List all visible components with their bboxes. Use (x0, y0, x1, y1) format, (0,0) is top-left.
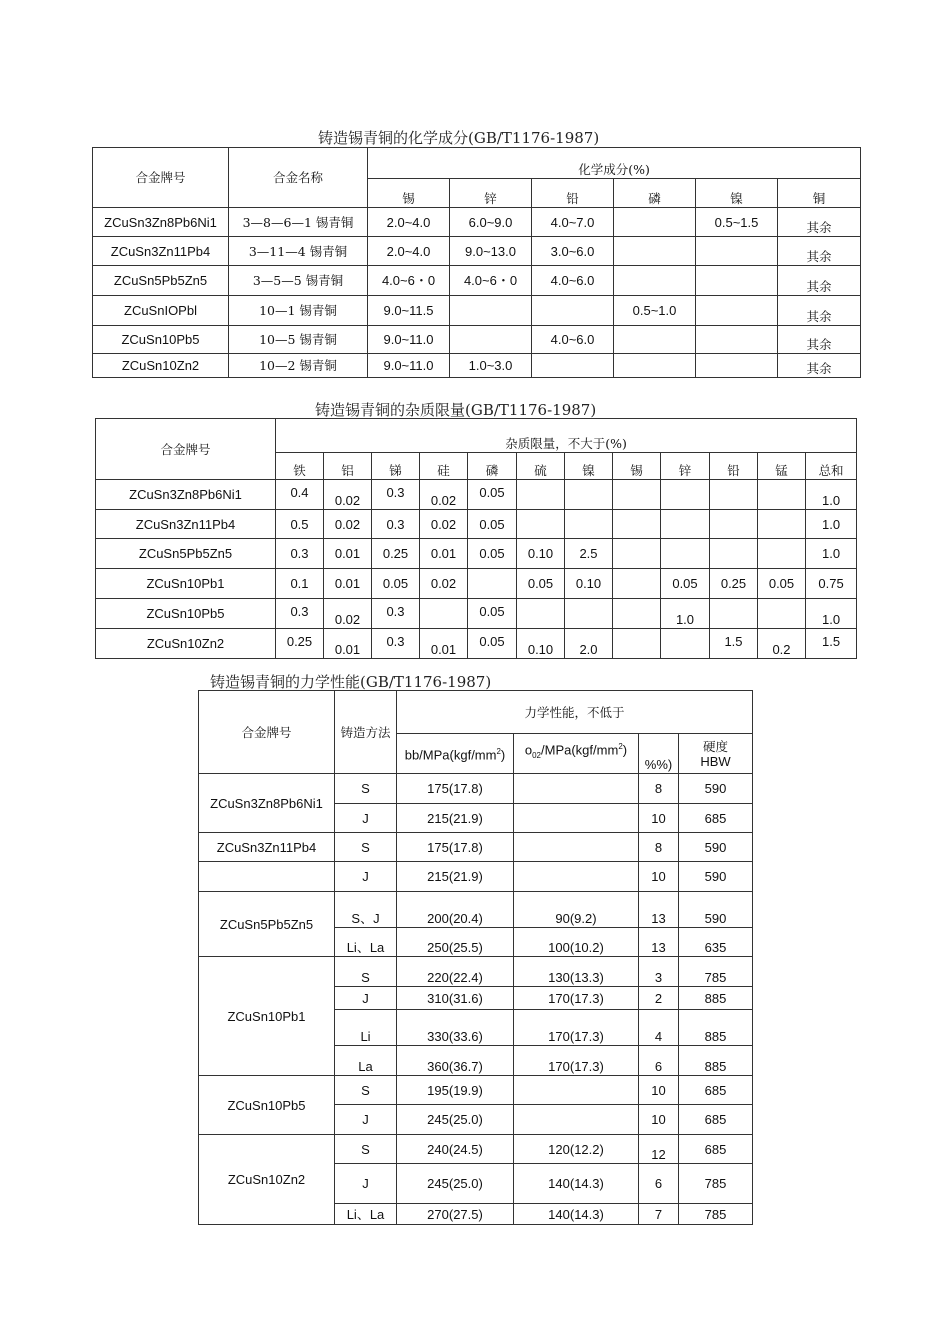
value-cell (661, 510, 710, 539)
value-cell: 1.5 (806, 629, 857, 659)
table-row (199, 1076, 753, 1105)
value-cell (532, 296, 614, 326)
hardness-value: 885 (679, 987, 753, 1010)
alloy-name: 3—8—6—1 锡青铜 (229, 208, 368, 237)
table-row (199, 862, 753, 892)
chemical-composition-title: 铸造锡青铜的化学成分(GB/T1176-1987) (318, 129, 600, 147)
hardness-value: 590 (679, 833, 753, 862)
value-cell: 0.75 (806, 569, 857, 599)
alloy-grade: ZCuSn5Pb5Zn5 (199, 892, 335, 957)
value-cell (696, 326, 778, 354)
header-element: 锡 (368, 179, 450, 208)
value-cell (696, 266, 778, 296)
value-cell: 0.5~1.0 (614, 296, 696, 326)
yield-value: 90(9.2) (514, 892, 639, 928)
yield-value (514, 774, 639, 804)
tensile-value: 360(36.7) (397, 1046, 514, 1076)
hardness-value: 635 (679, 928, 753, 957)
value-cell: 0.05 (468, 480, 517, 510)
header-tensile-strength: $bb/MPa(kgf/mm^2)$ (397, 734, 514, 774)
value-cell (661, 539, 710, 569)
tensile-value: 215(21.9) (397, 804, 514, 833)
yield-value (514, 1076, 639, 1105)
hardness-value: 885 (679, 1010, 753, 1046)
table-row (93, 208, 861, 237)
value-cell: 0.01 (324, 539, 372, 569)
value-cell: 4.0~6・0 (450, 266, 532, 296)
table-row (199, 957, 753, 987)
header-element: 硫 (517, 453, 565, 480)
casting-method: J (335, 1164, 397, 1204)
value-cell (614, 266, 696, 296)
alloy-grade: ZCuSn3Zn8Pb6Ni1 (199, 774, 335, 833)
table-row (96, 569, 857, 599)
alloy-name: 10—2 锡青铜 (229, 354, 368, 378)
value-cell (614, 208, 696, 237)
value-cell (758, 480, 806, 510)
tensile-value: 215(21.9) (397, 862, 514, 892)
hardness-value: 590 (679, 862, 753, 892)
elongation-value: 2 (639, 987, 679, 1010)
value-cell: 2.0~4.0 (368, 208, 450, 237)
value-cell (532, 354, 614, 378)
tensile-value: 240(24.5) (397, 1135, 514, 1164)
header-element: 铅 (532, 179, 614, 208)
header-chemical-composition: 化学成分(%) (368, 148, 861, 179)
value-cell: 0.10 (517, 539, 565, 569)
header-alloy-grade: 合金牌号 (93, 148, 229, 208)
value-cell: 3.0~6.0 (532, 237, 614, 266)
alloy-grade: ZCuSn10Pb5 (199, 1076, 335, 1135)
value-cell: 其余 (778, 266, 861, 296)
casting-method: S (335, 833, 397, 862)
value-cell: 0.3 (372, 629, 420, 659)
tensile-value: 175(17.8) (397, 774, 514, 804)
value-cell: 0.02 (324, 599, 372, 629)
value-cell: 1.0 (806, 539, 857, 569)
yield-value: 170(17.3) (514, 987, 639, 1010)
casting-method: J (335, 804, 397, 833)
table-row (96, 539, 857, 569)
value-cell: 6.0~9.0 (450, 208, 532, 237)
header-element: 锌 (450, 179, 532, 208)
value-cell: 1.0 (661, 599, 710, 629)
header-element: 锑 (372, 453, 420, 480)
value-cell: 0.02 (420, 510, 468, 539)
hardness-value: 590 (679, 892, 753, 928)
alloy-grade: ZCuSn3Zn11Pb4 (96, 510, 276, 539)
yield-value: 130(13.3) (514, 957, 639, 987)
header-element: 镍 (696, 179, 778, 208)
value-cell (517, 599, 565, 629)
hardness-value: 685 (679, 1076, 753, 1105)
header-element: 铁 (276, 453, 324, 480)
hardness-value: 685 (679, 804, 753, 833)
hardness-value: 685 (679, 1135, 753, 1164)
value-cell: 0.01 (420, 539, 468, 569)
value-cell: 2.0~4.0 (368, 237, 450, 266)
value-cell: 4.0~6.0 (532, 326, 614, 354)
alloy-grade: ZCuSn10Zn2 (93, 354, 229, 378)
hardness-value: 785 (679, 1164, 753, 1204)
yield-value: 170(17.3) (514, 1046, 639, 1076)
tensile-value: 175(17.8) (397, 833, 514, 862)
value-cell (613, 569, 661, 599)
value-cell: 其余 (778, 354, 861, 378)
casting-method: J (335, 1105, 397, 1135)
tensile-value: 310(31.6) (397, 987, 514, 1010)
value-cell: 9.0~11.0 (368, 354, 450, 378)
value-cell: 0.01 (324, 569, 372, 599)
table-row (199, 1135, 753, 1164)
alloy-grade: ZCuSn10Pb1 (96, 569, 276, 599)
value-cell: 0.3 (372, 480, 420, 510)
table-row (96, 510, 857, 539)
header-elongation: %%) (639, 734, 679, 774)
value-cell (614, 237, 696, 266)
table-row (93, 237, 861, 266)
value-cell: 0.05 (661, 569, 710, 599)
tensile-value: 250(25.5) (397, 928, 514, 957)
header-alloy-grade: 合金牌号 (96, 419, 276, 480)
casting-method: La (335, 1046, 397, 1076)
tensile-value: 200(20.4) (397, 892, 514, 928)
elongation-value: 13 (639, 892, 679, 928)
value-cell: 0.25 (276, 629, 324, 659)
value-cell (614, 326, 696, 354)
value-cell (565, 510, 613, 539)
header-casting-method: 铸造方法 (335, 691, 397, 774)
value-cell: 0.02 (420, 480, 468, 510)
yield-value (514, 862, 639, 892)
elongation-value: 4 (639, 1010, 679, 1046)
value-cell: 1.0~3.0 (450, 354, 532, 378)
value-cell: 0.25 (710, 569, 758, 599)
value-cell (468, 569, 517, 599)
header-alloy-name: 合金名称 (229, 148, 368, 208)
table-row (199, 892, 753, 928)
value-cell: 0.05 (372, 569, 420, 599)
tensile-value: 220(22.4) (397, 957, 514, 987)
hardness-value: 785 (679, 1204, 753, 1225)
value-cell: 1.5 (710, 629, 758, 659)
value-cell (696, 354, 778, 378)
alloy-grade: ZCuSn10Zn2 (199, 1135, 335, 1225)
elongation-value: 10 (639, 1076, 679, 1105)
alloy-name: 10—1 锡青铜 (229, 296, 368, 326)
yield-value (514, 833, 639, 862)
alloy-grade: ZCuSn10Pb5 (93, 326, 229, 354)
tensile-value: 245(25.0) (397, 1105, 514, 1135)
value-cell: 0.3 (372, 510, 420, 539)
header-element: 锡 (613, 453, 661, 480)
elongation-value: 10 (639, 862, 679, 892)
header-element: 锰 (758, 453, 806, 480)
value-cell (517, 480, 565, 510)
value-cell (758, 510, 806, 539)
alloy-grade: ZCuSn5Pb5Zn5 (93, 266, 229, 296)
tensile-value: 330(33.6) (397, 1010, 514, 1046)
table-row (199, 774, 753, 804)
casting-method: J (335, 862, 397, 892)
elongation-value: 8 (639, 774, 679, 804)
table-row (96, 599, 857, 629)
header-element: 铝 (324, 453, 372, 480)
value-cell: 0.02 (324, 510, 372, 539)
value-cell (710, 510, 758, 539)
header-element: 总和 (806, 453, 857, 480)
table-row (96, 480, 857, 510)
header-alloy-grade: 合金牌号 (199, 691, 335, 774)
elongation-value: 12 (639, 1135, 679, 1164)
table-row (199, 833, 753, 862)
header-mechanical-properties: 力学性能，不低于 (397, 691, 753, 734)
alloy-grade: ZCuSn10Pb1 (199, 957, 335, 1076)
value-cell: 0.02 (420, 569, 468, 599)
value-cell (661, 629, 710, 659)
value-cell: 0.05 (468, 539, 517, 569)
chemical-composition-table (92, 147, 861, 378)
alloy-name: 3—11—4 锡青铜 (229, 237, 368, 266)
yield-value: 140(14.3) (514, 1164, 639, 1204)
tensile-value: 245(25.0) (397, 1164, 514, 1204)
value-cell: 0.05 (758, 569, 806, 599)
header-element: 硅 (420, 453, 468, 480)
value-cell: 其余 (778, 326, 861, 354)
value-cell: 0.05 (468, 629, 517, 659)
casting-method: Li、La (335, 928, 397, 957)
value-cell: 0.02 (324, 480, 372, 510)
alloy-grade: ZCuSn3Zn11Pb4 (199, 833, 335, 862)
value-cell: 0.01 (420, 629, 468, 659)
value-cell: 0.2 (758, 629, 806, 659)
value-cell: 4.0~7.0 (532, 208, 614, 237)
value-cell: 0.10 (517, 629, 565, 659)
alloy-name: 3—5—5 锡青铜 (229, 266, 368, 296)
table-row (93, 326, 861, 354)
value-cell: 0.5~1.5 (696, 208, 778, 237)
elongation-value: 7 (639, 1204, 679, 1225)
value-cell: 0.3 (276, 539, 324, 569)
value-cell (758, 539, 806, 569)
value-cell: 0.4 (276, 480, 324, 510)
alloy-grade: ZCuSnIOPbl (93, 296, 229, 326)
value-cell: 其余 (778, 237, 861, 266)
alloy-grade: ZCuSn5Pb5Zn5 (96, 539, 276, 569)
yield-value (514, 1105, 639, 1135)
value-cell: 0.10 (565, 569, 613, 599)
value-cell (710, 599, 758, 629)
value-cell (696, 296, 778, 326)
value-cell: 0.25 (372, 539, 420, 569)
value-cell: 4.0~6.0 (532, 266, 614, 296)
value-cell (661, 480, 710, 510)
header-element: 镍 (565, 453, 613, 480)
value-cell (758, 599, 806, 629)
impurity-limit-title: 铸造锡青铜的杂质限量(GB/T1176-1987) (315, 401, 597, 419)
value-cell: 1.0 (806, 480, 857, 510)
value-cell (614, 354, 696, 378)
value-cell: 0.5 (276, 510, 324, 539)
value-cell (710, 539, 758, 569)
elongation-value: 10 (639, 1105, 679, 1135)
value-cell: 2.0 (565, 629, 613, 659)
hardness-value: 590 (679, 774, 753, 804)
value-cell: 0.05 (468, 510, 517, 539)
alloy-grade: ZCuSn10Zn2 (96, 629, 276, 659)
value-cell: 2.5 (565, 539, 613, 569)
header-element: 磷 (468, 453, 517, 480)
alloy-grade: ZCuSn10Pb5 (96, 599, 276, 629)
value-cell: 9.0~13.0 (450, 237, 532, 266)
value-cell: 其余 (778, 296, 861, 326)
value-cell (565, 599, 613, 629)
value-cell (613, 629, 661, 659)
casting-method: J (335, 987, 397, 1010)
elongation-value: 8 (639, 833, 679, 862)
mechanical-properties-table (198, 690, 753, 1225)
impurity-limit-table (95, 418, 857, 659)
alloy-grade: ZCuSn3Zn11Pb4 (93, 237, 229, 266)
value-cell: 4.0~6・0 (368, 266, 450, 296)
value-cell: 0.3 (276, 599, 324, 629)
yield-value: 120(12.2) (514, 1135, 639, 1164)
casting-method: Li (335, 1010, 397, 1046)
header-yield-strength: $o_{02}/MPa(kgf/mm^2)$ (514, 734, 639, 774)
table-row (93, 266, 861, 296)
value-cell (420, 599, 468, 629)
hardness-value: 685 (679, 1105, 753, 1135)
hardness-value: 785 (679, 957, 753, 987)
yield-value: 170(17.3) (514, 1010, 639, 1046)
value-cell: 0.05 (468, 599, 517, 629)
header-impurity-limit: 杂质限量，不大于(%) (276, 419, 857, 453)
value-cell: 1.0 (806, 510, 857, 539)
value-cell: 9.0~11.5 (368, 296, 450, 326)
hardness-value: 885 (679, 1046, 753, 1076)
value-cell: 0.05 (517, 569, 565, 599)
elongation-value: 3 (639, 957, 679, 987)
yield-value: 100(10.2) (514, 928, 639, 957)
table-row (96, 629, 857, 659)
mechanical-properties-title: 铸造锡青铜的力学性能(GB/T1176-1987) (210, 673, 492, 691)
casting-method: S、J (335, 892, 397, 928)
value-cell (613, 539, 661, 569)
value-cell (565, 480, 613, 510)
value-cell: 0.01 (324, 629, 372, 659)
header-hardness: 硬度 HBW (679, 734, 753, 774)
alloy-grade: ZCuSn3Zn8Pb6Ni1 (96, 480, 276, 510)
value-cell: 其余 (778, 208, 861, 237)
value-cell (517, 510, 565, 539)
header-element: 铜 (778, 179, 861, 208)
value-cell (450, 296, 532, 326)
elongation-value: 13 (639, 928, 679, 957)
value-cell (450, 326, 532, 354)
value-cell: 1.0 (806, 599, 857, 629)
alloy-grade (199, 862, 335, 892)
table-row (93, 296, 861, 326)
yield-value: 140(14.3) (514, 1204, 639, 1225)
casting-method: Li、La (335, 1204, 397, 1225)
casting-method: S (335, 774, 397, 804)
table-row (93, 354, 861, 378)
alloy-grade: ZCuSn3Zn8Pb6Ni1 (93, 208, 229, 237)
elongation-value: 6 (639, 1164, 679, 1204)
value-cell (613, 599, 661, 629)
value-cell: 0.1 (276, 569, 324, 599)
value-cell (613, 480, 661, 510)
elongation-value: 6 (639, 1046, 679, 1076)
value-cell: 9.0~11.0 (368, 326, 450, 354)
value-cell (696, 237, 778, 266)
value-cell (613, 510, 661, 539)
casting-method: S (335, 1076, 397, 1105)
casting-method: S (335, 957, 397, 987)
elongation-value: 10 (639, 804, 679, 833)
value-cell (710, 480, 758, 510)
yield-value (514, 804, 639, 833)
tensile-value: 270(27.5) (397, 1204, 514, 1225)
tensile-value: 195(19.9) (397, 1076, 514, 1105)
header-element: 铅 (710, 453, 758, 480)
alloy-name: 10—5 锡青铜 (229, 326, 368, 354)
header-element: 磷 (614, 179, 696, 208)
casting-method: S (335, 1135, 397, 1164)
header-element: 锌 (661, 453, 710, 480)
value-cell: 0.3 (372, 599, 420, 629)
